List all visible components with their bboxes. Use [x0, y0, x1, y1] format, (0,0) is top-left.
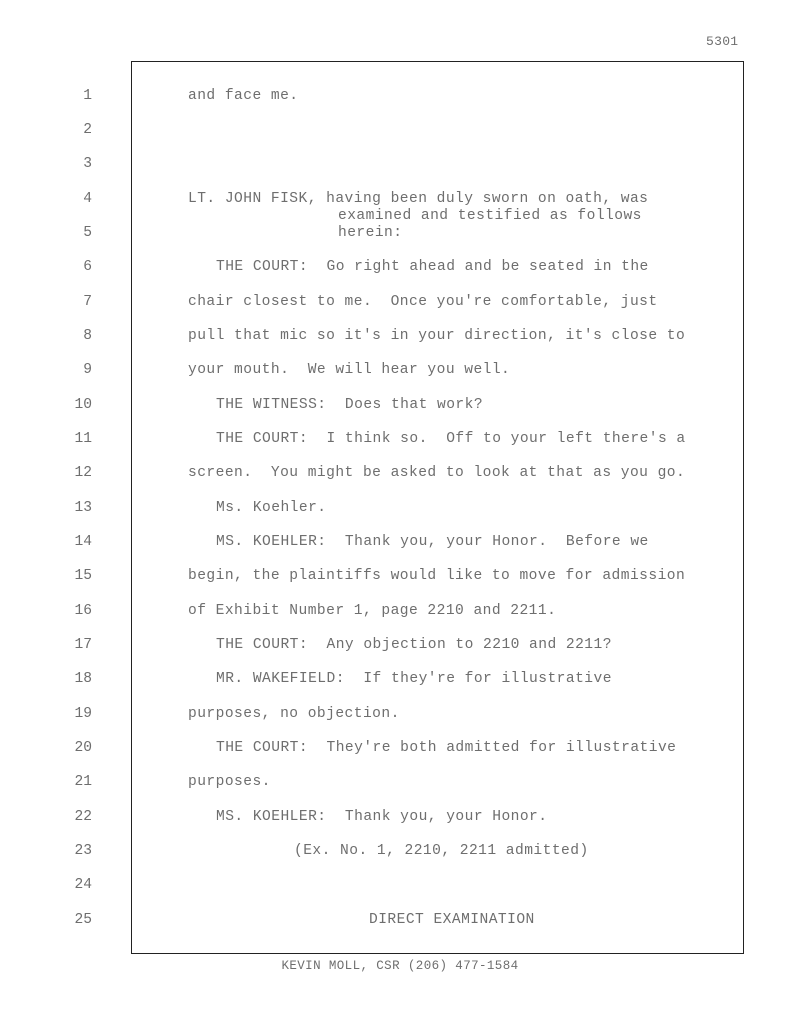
line-number: 18: [74, 671, 92, 687]
transcript-line: purposes, no objection.: [188, 706, 400, 722]
section-heading: DIRECT EXAMINATION: [369, 912, 535, 928]
line-number: 1: [83, 88, 92, 104]
line-number: 8: [83, 328, 92, 344]
transcript-line: chair closest to me. Once you're comfortable, just: [188, 294, 658, 310]
transcript-line: begin, the plaintiffs would like to move for admission: [188, 568, 686, 584]
transcript-line: of Exhibit Number 1, page 2210 and 2211.: [188, 603, 557, 619]
transcript-line: screen. You might be asked to look at that as you go.: [188, 465, 686, 481]
line-number: 22: [74, 809, 92, 825]
line-number: 11: [74, 431, 92, 447]
line-number: 13: [74, 500, 92, 516]
line-number: 12: [74, 465, 92, 481]
line-number: 5: [83, 225, 92, 241]
line-number: 14: [74, 534, 92, 550]
transcript-line: and face me.: [188, 88, 299, 104]
transcript-line: Ms. Koehler.: [216, 500, 327, 516]
transcript-line: THE COURT: Any objection to 2210 and 2211?: [216, 637, 612, 653]
transcript-line: MS. KOEHLER: Thank you, your Honor.: [216, 809, 548, 825]
transcript-line: pull that mic so it's in your direction, it's close to: [188, 328, 686, 344]
line-number: 20: [74, 740, 92, 756]
line-number: 10: [74, 397, 92, 413]
line-number: 15: [74, 568, 92, 584]
line-number: 4: [83, 191, 92, 207]
transcript-line: LT. JOHN FISK, having been duly sworn on oath, was: [188, 191, 649, 207]
line-number: 24: [74, 877, 92, 893]
transcript-line: MS. KOEHLER: Thank you, your Honor. Before we: [216, 534, 649, 550]
transcript-line: your mouth. We will hear you well.: [188, 362, 511, 378]
transcript-line: THE WITNESS: Does that work?: [216, 397, 484, 413]
line-number: 3: [83, 156, 92, 172]
line-number: 7: [83, 294, 92, 310]
line-number: 19: [74, 706, 92, 722]
transcript-line: THE COURT: They're both admitted for illustrative: [216, 740, 677, 756]
transcript-line: THE COURT: I think so. Off to your left there's a: [216, 431, 686, 447]
transcript-line: purposes.: [188, 774, 271, 790]
oath-continuation: herein:: [338, 225, 403, 241]
transcript-line: MR. WAKEFIELD: If they're for illustrative: [216, 671, 612, 687]
line-number: 23: [74, 843, 92, 859]
oath-continuation: examined and testified as follows: [338, 208, 642, 224]
page-number: 5301: [706, 34, 739, 49]
footer-reporter: KEVIN MOLL, CSR (206) 477-1584: [281, 959, 519, 973]
line-number: 17: [74, 637, 92, 653]
line-number: 9: [83, 362, 92, 378]
line-number: 6: [83, 259, 92, 275]
exhibit-note: (Ex. No. 1, 2210, 2211 admitted): [294, 843, 589, 859]
line-number: 2: [83, 122, 92, 138]
line-number: 16: [74, 603, 92, 619]
line-number: 21: [74, 774, 92, 790]
line-number: 25: [74, 912, 92, 928]
transcript-line: THE COURT: Go right ahead and be seated in the: [216, 259, 649, 275]
